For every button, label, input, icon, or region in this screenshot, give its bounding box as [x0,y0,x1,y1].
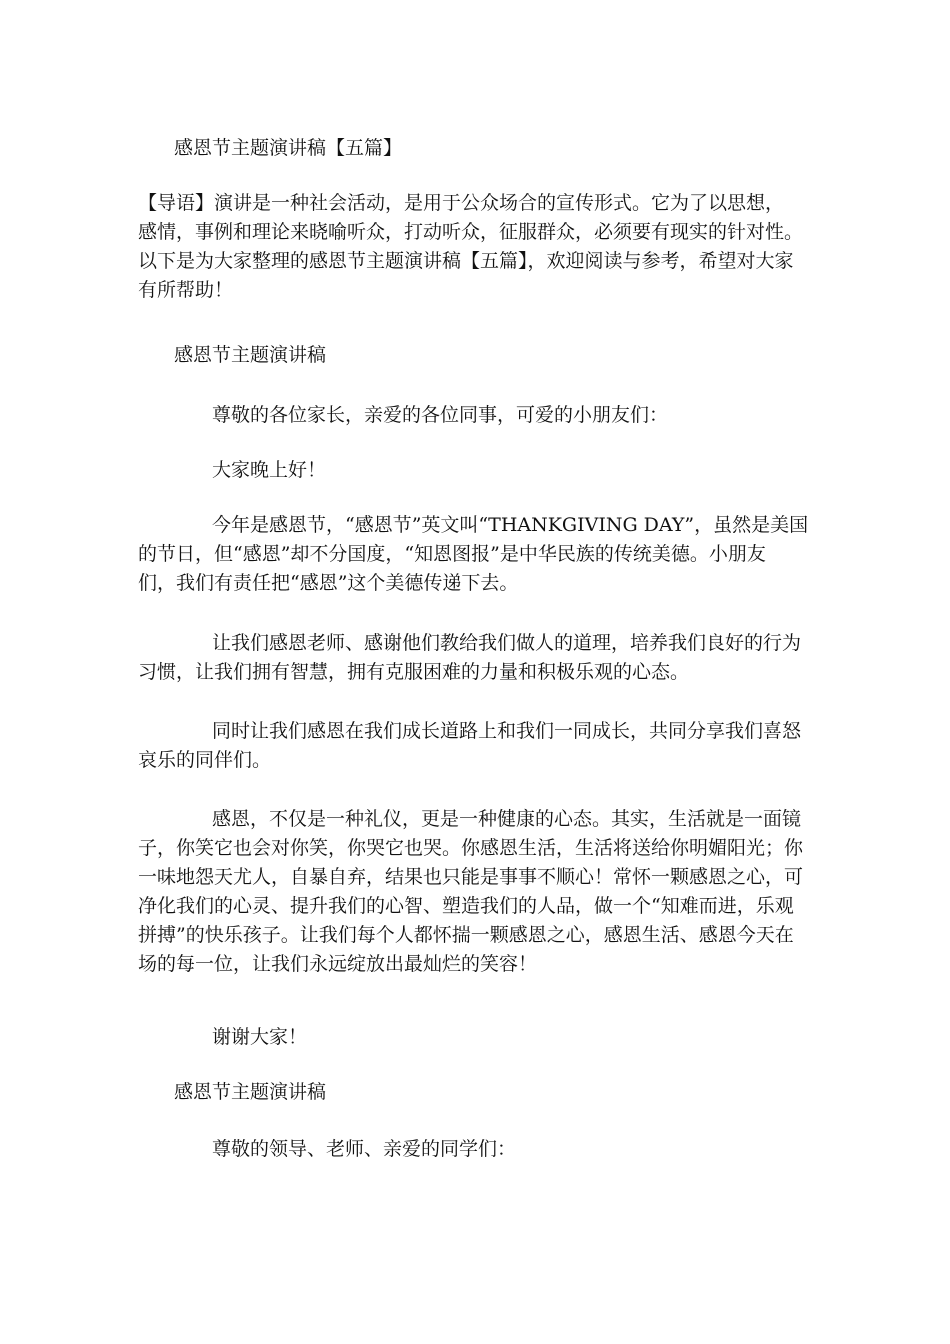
paragraph-line: 拼搏”的快乐孩子。让我们每个人都怀揣一颗感恩之心，感恩生活、感恩今天在 [138,924,794,946]
paragraph-line: 的节日，但“感恩”却不分国度，“知恩图报”是中华民族的传统美德。小朋友 [138,543,766,565]
body-paragraph [138,805,803,979]
intro-line: 感情，事例和理论来晓喻听众，打动听众，征服群众，必须要有现实的针对性。 [138,221,804,243]
paragraph-line: 同时让我们感恩在我们成长道路上和我们一同成长，共同分享我们喜怒 [212,720,802,742]
paragraph-line: 习惯，让我们拥有智慧，拥有克服困难的力量和积极乐观的心态。 [138,661,690,683]
document-title: 感恩节主题演讲稿【五篇】 [174,137,403,159]
paragraph-line: 今年是感恩节，“感恩节”英文叫“THANKGIVING DAY”，虽然是美国 [212,514,809,536]
intro-line: 有所帮助！ [138,279,234,301]
body-paragraph [138,629,801,687]
paragraph-line: 们，我们有责任把“感恩”这个美德传递下去。 [138,572,519,594]
body-paragraph [138,717,801,775]
salutation: 尊敬的领导、老师、亲爱的同学们： [212,1138,517,1160]
paragraph-line: 感恩，不仅是一种礼仪，更是一种健康的心态。其实，生活就是一面镜 [212,808,802,830]
intro-line: 【导语】演讲是一种社会活动，是用于公众场合的宣传形式。它为了以思想， [138,192,785,214]
paragraph-line: 净化我们的心灵、提升我们的心智、塑造我们的人品，做一个“知难而进，乐观 [138,895,794,917]
section-heading: 感恩节主题演讲稿 [174,344,327,366]
intro-line: 以下是为大家整理的感恩节主题演讲稿【五篇】，欢迎阅读与参考，希望对大家 [138,250,794,272]
paragraph-line: 让我们感恩老师、感谢他们教给我们做人的道理，培养我们良好的行为 [212,632,802,654]
intro-paragraph [138,189,803,305]
closing: 谢谢大家！ [212,1026,308,1048]
paragraph-line: 子，你笑它也会对你笑，你哭它也哭。你感恩生活，生活将送给你明媚阳光；你 [138,837,804,859]
section-heading: 感恩节主题演讲稿 [174,1081,327,1103]
salutation: 尊敬的各位家长，亲爱的各位同事，可爱的小朋友们： [212,404,669,426]
greeting: 大家晚上好！ [212,459,327,481]
paragraph-line: 哀乐的同伴们。 [138,749,272,771]
paragraph-line: 场的每一位，让我们永远绽放出最灿烂的笑容！ [138,953,538,975]
body-paragraph [138,511,808,598]
paragraph-line: 一味地怨天尤人，自暴自弃，结果也只能是事事不顺心！常怀一颗感恩之心，可 [138,866,804,888]
